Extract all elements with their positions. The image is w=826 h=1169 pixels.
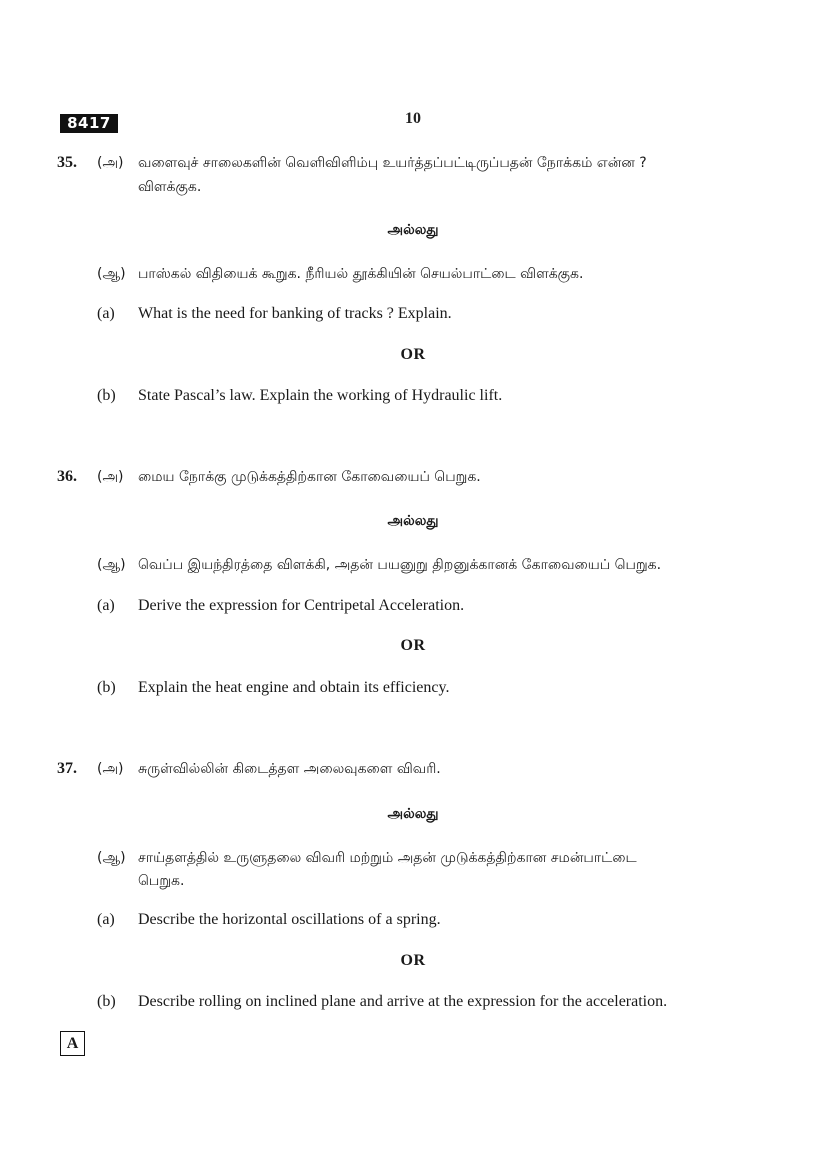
tamil-option-a-text: மைய நோக்கு முடுக்கத்திற்கான கோவையைப் பெறுக. <box>138 469 481 485</box>
english-option-a-text: What is the need for banking of tracks ? Explain. <box>138 305 452 322</box>
english-option-a-label: (a) <box>97 597 115 614</box>
question-number: 37. <box>57 760 77 777</box>
tamil-option-b-text: சாய்தளத்தில் உருளுதலை விவரி மற்றும் அதன் முடுக்கத்திற்கான சமன்பாட்டை <box>138 850 637 866</box>
tamil-option-a-label: (அ) <box>97 761 124 777</box>
tamil-option-a-text: சுருள்வில்லின் கிடைத்தள அலைவுகளை விவரி. <box>138 761 441 777</box>
tamil-option-a-label: (அ) <box>97 469 124 485</box>
english-option-a-label: (a) <box>97 911 115 928</box>
english-option-a-text: Derive the expression for Centripetal Acceleration. <box>138 597 465 614</box>
english-or-separator: OR <box>400 637 426 654</box>
english-or-separator: OR <box>400 346 426 363</box>
tamil-option-b-text: வெப்ப இயந்திரத்தை விளக்கி, அதன் பயனுறு திறனுக்கானக் கோவையைப் பெறுக. <box>138 557 662 573</box>
english-option-a-label: (a) <box>97 305 115 322</box>
tamil-or-separator: அல்லது <box>387 222 439 238</box>
tamil-or-separator: அல்லது <box>387 513 439 529</box>
tamil-option-a-text-cont: விளக்குக. <box>138 179 202 195</box>
tamil-option-a-text: வளைவுச் சாலைகளின் வெளிவிளிம்பு உயர்த்தப்பட்டிருப்பதன் நோக்கம் என்ன ? <box>138 155 647 171</box>
version-box: A <box>60 1031 85 1056</box>
english-option-b-label: (b) <box>97 993 116 1010</box>
english-option-b-text: State Pascal’s law. Explain the working of Hydraulic lift. <box>138 387 503 404</box>
english-option-a-text: Describe the horizontal oscillations of a spring. <box>138 911 441 928</box>
page-number: 10 <box>405 110 421 127</box>
tamil-option-b-label: (ஆ) <box>97 557 126 573</box>
tamil-option-b-label: (ஆ) <box>97 266 126 282</box>
question-number: 35. <box>57 154 77 171</box>
question-number: 36. <box>57 468 77 485</box>
english-option-b-text: Describe rolling on inclined plane and arrive at the expression for the acceleration. <box>138 993 668 1010</box>
tamil-option-b-text-cont: பெறுக. <box>138 873 185 889</box>
tamil-option-b-text: பாஸ்கல் விதியைக் கூறுக. நீரியல் தூக்கியின் செயல்பாட்டை விளக்குக. <box>138 266 584 282</box>
english-option-b-label: (b) <box>97 387 116 404</box>
tamil-option-b-label: (ஆ) <box>97 850 126 866</box>
tamil-or-separator: அல்லது <box>387 806 439 822</box>
paper-code-badge: 8417 <box>60 114 118 133</box>
english-option-b-label: (b) <box>97 679 116 696</box>
tamil-option-a-label: (அ) <box>97 155 124 171</box>
english-option-b-text: Explain the heat engine and obtain its efficiency. <box>138 679 450 696</box>
english-or-separator: OR <box>400 952 426 969</box>
